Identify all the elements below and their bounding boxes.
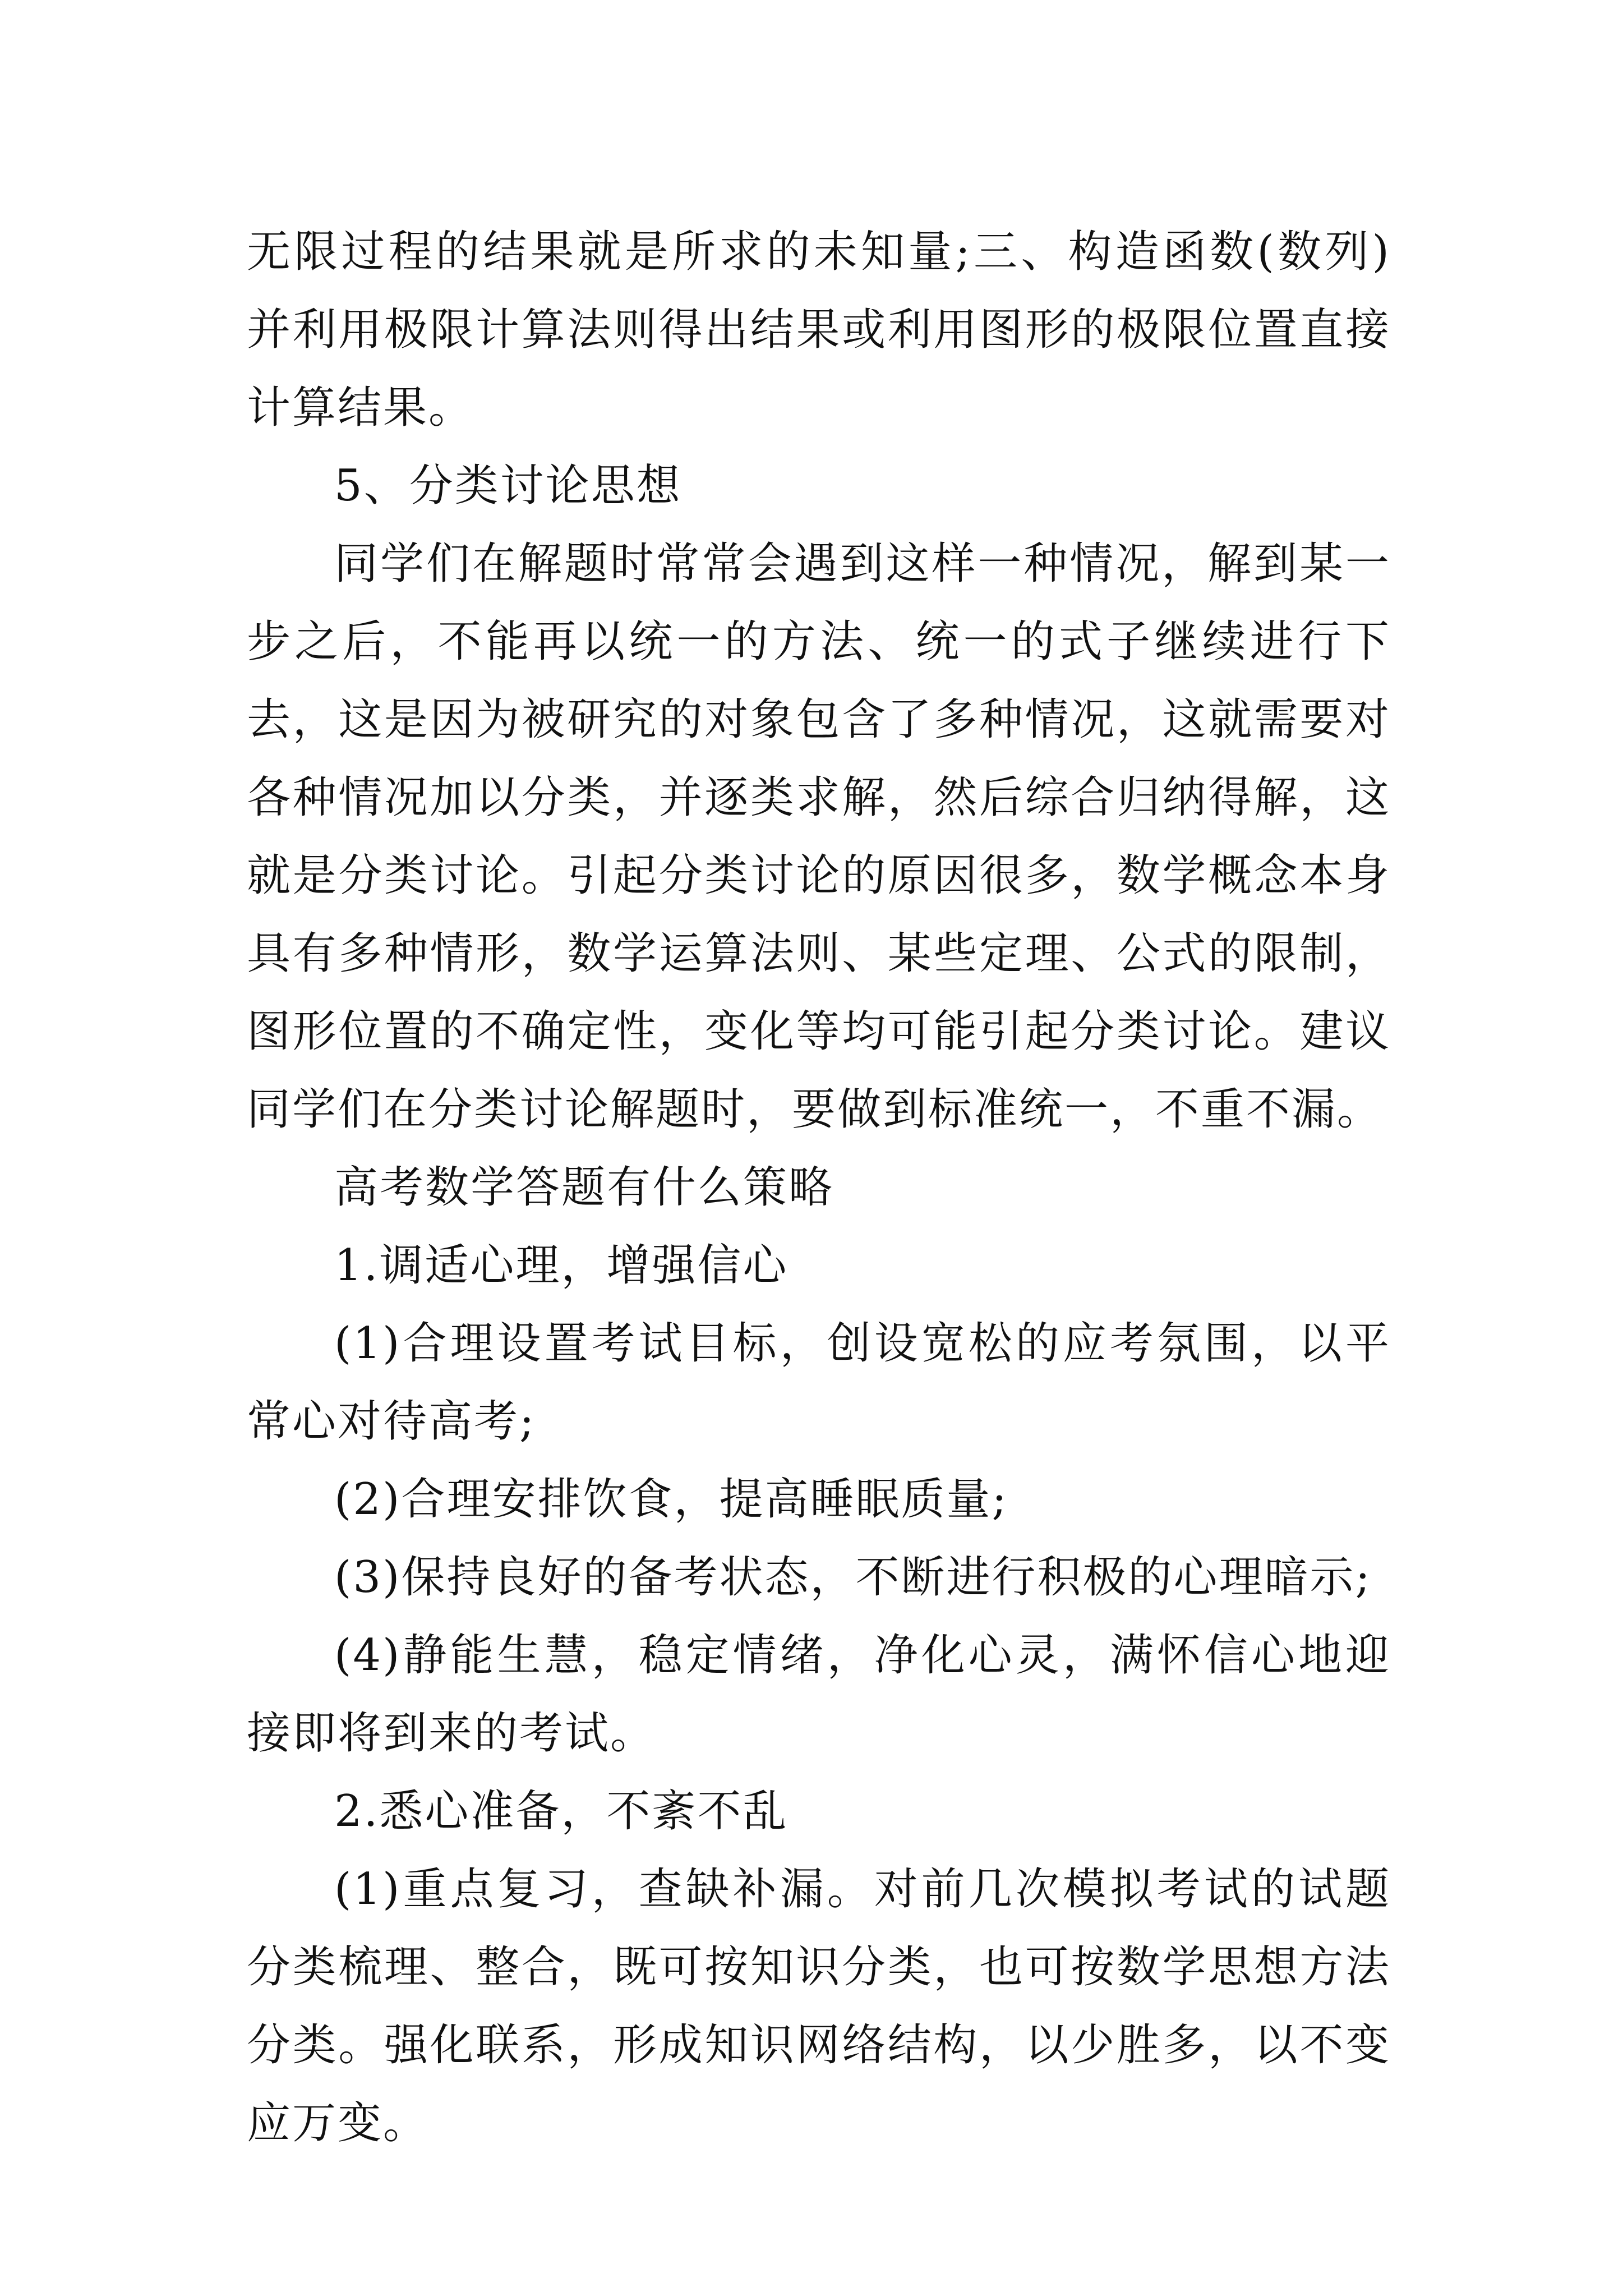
list-item-set-goals: (1)合理设置考试目标，创设宽松的应考氛围，以平常心对待高考; [247,1318,1391,1447]
heading-classification-discussion: 5、分类讨论思想 [334,461,682,511]
list-item-positive-state: (3)保持良好的备考状态，不断进行积极的心理暗示; [334,1552,1372,1603]
list-item-key-review: (1)重点复习，查缺补漏。对前几次模拟考试的试题分类梳理、整合，既可按知识分类，也可按数学思想方法分类。强化联系，形成知识网络结构，以少胜多，以不变应万变。 [247,1864,1391,2148]
paragraph-limit-method-continued: 无限过程的结果就是所求的未知量;三、构造函数(数列)并利用极限计算法则得出结果或利用图形的极限位置直接计算结果。 [247,227,1391,433]
list-item-calm-emotions: (4)静能生慧，稳定情绪，净化心灵，满怀信心地迎接即将到来的考试。 [247,1630,1391,1759]
list-item-diet-sleep: (2)合理安排饮食，提高睡眠质量; [334,1474,1008,1525]
paragraph-classification-discussion: 同学们在解题时常常会遇到这样一种情况，解到某一步之后，不能再以统一的方法、统一的式子继续进行下去，这是因为被研究的对象包含了多种情况，这就需要对各种情况加以分类，并逐类求解，然后综合归纳得解，这就是分类讨论。引起分类讨论的原因很多，数学概念本身具有多种情形，数学运算法则、某些定理、公式的限制，图形位置的不确定性，变化等均可能引起分类讨论。建议同学们在分类讨论解题时，要做到标准统一，不重不漏。 [247,539,1391,1135]
subheading-adjust-mindset: 1.调适心理，增强信心 [334,1240,789,1291]
heading-exam-strategy: 高考数学答题有什么策略 [334,1162,834,1213]
subheading-careful-preparation: 2.悉心准备，不紊不乱 [334,1786,789,1837]
document-body [247,213,1391,2162]
